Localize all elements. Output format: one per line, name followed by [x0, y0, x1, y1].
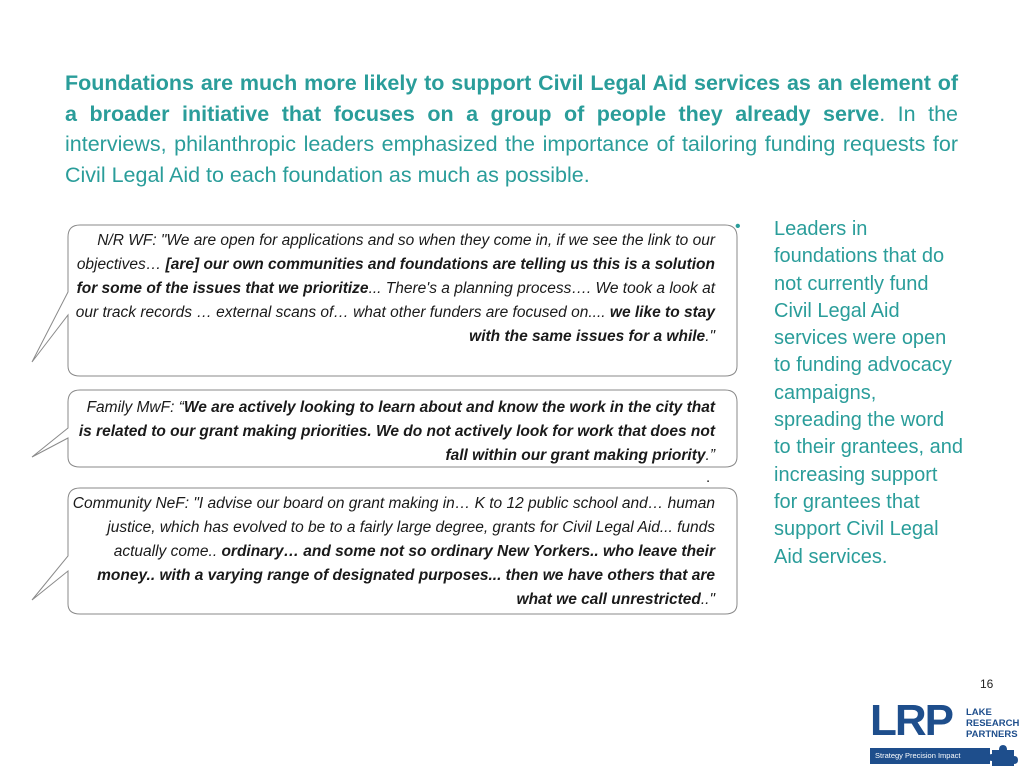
quote-1-text-c: ." [705, 328, 715, 345]
intro-bold-text: Foundations are much more likely to support Civil Legal Aid services as an element of a broader initiative that focuses on a group of people they already serve [65, 71, 958, 126]
quote-2-text-a: Family MwF: “ [86, 399, 184, 416]
quote-nr-wf [72, 229, 715, 349]
quote-community-nef [72, 492, 715, 612]
stray-dot: . [706, 469, 711, 486]
logo-line-lake: LAKE [966, 707, 992, 718]
quote-family-mwf [72, 396, 715, 468]
quote-1-bold-b: we like to stay with the same issues for a while [469, 304, 715, 345]
quote-1-bold-a: [are] our own communities and foundations are telling us this is a solution for some of the issues that we prioritize [76, 256, 715, 297]
quote-2-text-b: .” [705, 447, 715, 464]
page-number: 16 [980, 677, 994, 691]
bullet-text: Leaders in foundations that do not currently fund Civil Legal Aid services were open to funding advocacy campaigns, spreading the word to their grantees, and increasing support for grantees that support Civil Legal Aid services. [774, 218, 964, 568]
quote-3-text-a: Community NeF: "I advise our board on grant making in… K to 12 public school and… human justice, which has evolved to be to a fairly large degree, grants for Civil Legal Aid... funds actually come.. [72, 495, 715, 560]
logo-tagline: Strategy Precision Impact [870, 748, 990, 764]
quote-1-text-a: N/R WF: "We are open for applications and so when they come in, if we see the link to our objectives… [76, 232, 715, 273]
lrp-logo [870, 696, 1022, 766]
quote-2-bold-a: We are actively looking to learn about and know the work in the city that is related to our grant making priorities. We do not actively look for work that does not fall within our grant making priority [78, 399, 715, 464]
logo-lrp-text: LRP [870, 696, 952, 745]
logo-company-name [966, 707, 1019, 740]
logo-line-research: RESEARCH [966, 718, 1020, 729]
puzzle-piece-icon [988, 742, 1018, 766]
quote-1-text-b: ... There's a planning process…. We took a look at our track records … external scans of… what other funders are focused on.... [75, 280, 715, 321]
logo-line-partners: PARTNERS [966, 729, 1018, 740]
intro-rest-text: . In the interviews, philanthropic leaders emphasized the importance of tailoring funding requests for Civil Legal Aid to each foundation as much as possible. [65, 101, 958, 187]
quote-3-bold-a: ordinary… and some not so ordinary New Yorkers.. who leave their money.. with a varying range of designated purposes... then we have others that are what we call unrestricted [97, 543, 715, 608]
bullet-marker: • [735, 218, 741, 235]
quote-3-text-b: .." [700, 591, 715, 608]
